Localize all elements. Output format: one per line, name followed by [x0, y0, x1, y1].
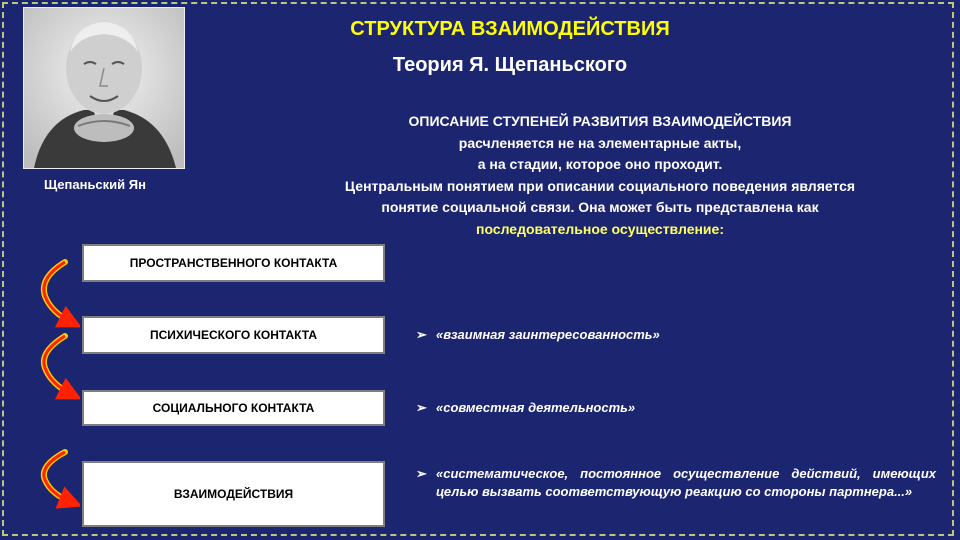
note-text: «систематическое, постоянное осуществление действий, имеющих целью вызвать соответствующую реакцию со стороны партнера...»	[436, 466, 936, 499]
slide-subtitle: Теория Я. Щепаньского	[392, 54, 628, 76]
portrait-image	[24, 8, 184, 168]
bullet-arrow-icon: ➢	[416, 400, 427, 415]
stage-psychic-contact: ПСИХИЧЕСКОГО КОНТАКТА	[82, 316, 385, 354]
description-line: расчленяется не на элементарные акты,	[458, 134, 742, 151]
cycle-arrows	[35, 244, 80, 514]
slide-title: СТРУКТУРА ВЗАИМОДЕЙСТВИЯ	[350, 18, 670, 40]
description-line: понятие социальной связи. Она может быть представлена как	[381, 199, 819, 215]
bullet-arrow-icon: ➢	[416, 466, 427, 481]
portrait-photo	[23, 7, 185, 169]
stage-interaction: ВЗАИМОДЕЙСТВИЯ	[82, 461, 385, 527]
note-text: «взаимная заинтересованность»	[436, 327, 660, 342]
bullet-arrow-icon: ➢	[416, 327, 427, 342]
stage-social-contact: СОЦИАЛЬНОГО КОНТАКТА	[82, 390, 385, 426]
note-text: «совместная деятельность»	[436, 400, 636, 415]
note-item	[416, 399, 936, 417]
description-highlight: последовательное осуществление:	[475, 220, 724, 237]
stage-spatial-contact: ПРОСТРАНСТВЕННОГО КОНТАКТА	[82, 244, 385, 282]
portrait-caption: Щепаньский Ян	[44, 177, 146, 192]
description-heading: ОПИСАНИЕ СТУПЕНЕЙ РАЗВИТИЯ ВЗАИМОДЕЙСТВИЯ	[408, 113, 792, 129]
description-line: Центральным понятием при описании социального поведения является	[344, 177, 856, 194]
description-block	[260, 111, 940, 240]
note-item	[416, 465, 936, 501]
description-line: а на стадии, которое оно проходит.	[477, 156, 723, 172]
note-item	[416, 326, 936, 344]
